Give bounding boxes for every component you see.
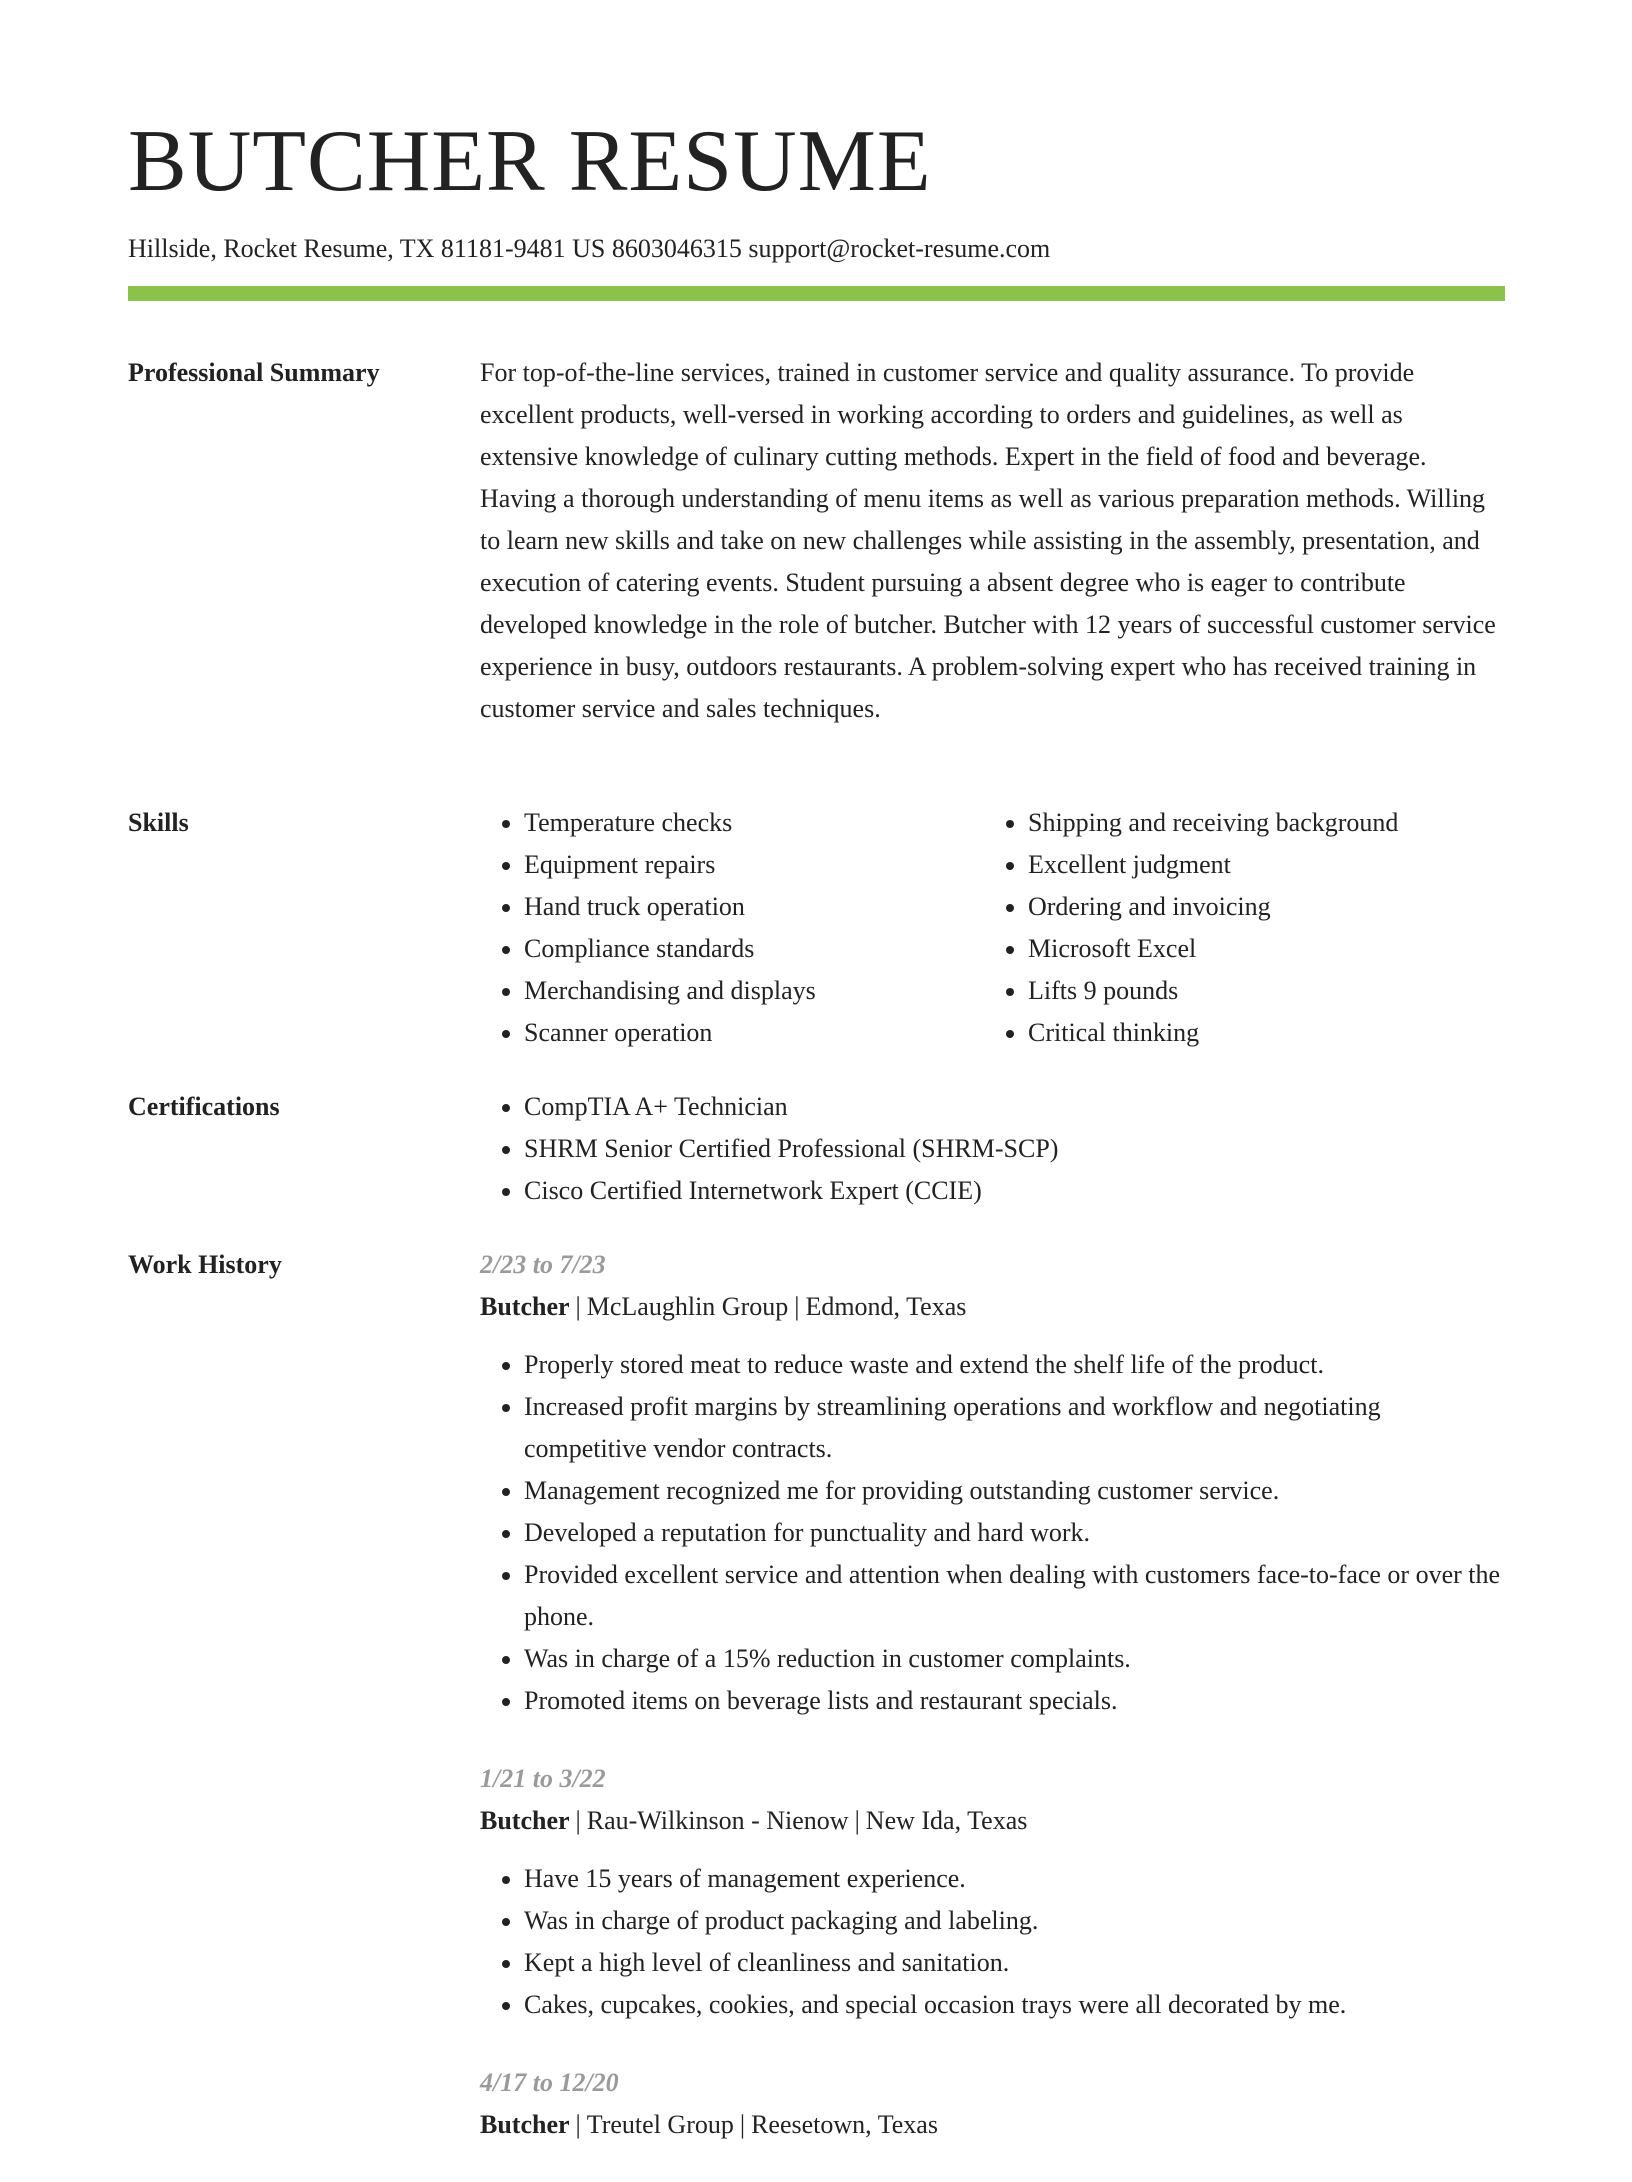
header-divider [128,286,1505,301]
list-item: • Was in charge of product packaging and labeling. [524,1900,1505,1942]
list-item: • Cisco Certified Internetwork Expert (CCIE) [524,1170,1505,1212]
list-item: • Properly stored meat to reduce waste and extend the shelf life of the product. [524,1344,1505,1386]
list-item: • Merchandising and displays [524,970,984,1012]
separator: | [739,2110,746,2139]
section-label: Certifications [128,1092,280,1121]
separator: | [854,1806,860,1835]
list-item: • CompTIA A+ Technician [524,1086,1505,1128]
list-item: • Ordering and invoicing [1028,886,1488,928]
job-entry [480,1244,1505,1722]
list-item: • Shipping and receiving background [1028,802,1488,844]
job-location: Reesetown, Texas [751,2110,938,2139]
job-bullets [480,1344,1505,1722]
list-item: • Critical thinking [1028,1012,1488,1054]
list-item: • Compliance standards [524,928,984,970]
job-title: Butcher [480,1806,570,1835]
list-item: • Increased profit margins by streamlining operations and workflow and negotiating competitive vendor contracts. [524,1386,1505,1470]
job-title: Butcher [480,2110,570,2139]
job-dates: 1/21 to 3/22 [480,1764,606,1793]
section-label: Work History [128,1250,282,1279]
separator: | [575,1292,581,1321]
job-company: Treutel Group [586,2110,734,2139]
section-label: Professional Summary [128,358,380,387]
job-dates: 4/17 to 12/20 [480,2068,619,2097]
job-location: New Ida, Texas [865,1806,1028,1835]
list-item: • Provided excellent service and attention when dealing with customers face-to-face or over the phone. [524,1554,1505,1638]
job-bullets [480,1858,1505,2026]
list-item: • Temperature checks [524,802,984,844]
separator: | [794,1292,800,1321]
resume-title: BUTCHER RESUME [128,113,932,210]
list-item: • Hand truck operation [524,886,984,928]
separator: | [575,2110,581,2139]
list-item: • Microsoft Excel [1028,928,1488,970]
job-entry [480,2062,1505,2146]
jobs-list [480,1244,1505,2182]
job-title: Butcher [480,1292,570,1321]
separator: | [575,1806,581,1835]
job-location: Edmond, Texas [805,1292,967,1321]
list-item: • Have 15 years of management experience. [524,1858,1505,1900]
list-item: • Developed a reputation for punctuality and hard work. [524,1512,1505,1554]
list-item: • SHRM Senior Certified Professional (SHRM-SCP) [524,1128,1505,1170]
list-item: • Excellent judgment [1028,844,1488,886]
job-company: Rau-Wilkinson - Nienow [586,1806,849,1835]
contact-line: Hillside, Rocket Resume, TX 81181-9481 US 8603046315 support@rocket-resume.com [128,234,1051,263]
job-title-line [480,2104,1505,2146]
list-item: • Promoted items on beverage lists and restaurant specials. [524,1680,1505,1722]
list-item: • Management recognized me for providing outstanding customer service. [524,1470,1505,1512]
list-item: • Kept a high level of cleanliness and sanitation. [524,1942,1505,1984]
job-title-line [480,1286,1505,1328]
list-item: • Cakes, cupcakes, cookies, and special occasion trays were all decorated by me. [524,1984,1505,2026]
skills-list-right [984,802,1488,1054]
job-dates: 2/23 to 7/23 [480,1250,606,1279]
list-item: • Scanner operation [524,1012,984,1054]
list-item: • Lifts 9 pounds [1028,970,1488,1012]
job-title-line [480,1800,1505,1842]
summary-text: For top-of-the-line services, trained in customer service and quality assurance. To provide excellent products, well-versed in working according to orders and guidelines, as well as extensive knowledge of culinary cutting methods. Expert in the field of food and beverage. Having a thorough understanding of menu items as well as various preparation methods. Willing to learn new skills and take on new challenges while assisting in the assembly, presentation, and execution of catering events. Student pursuing a absent degree who is eager to contribute developed knowledge in the role of butcher. Butcher with 12 years of successful customer service experience in busy, outdoors restaurants. A problem-solving expert who has received training in customer service and sales techniques. [480,358,1496,723]
list-item: • Equipment repairs [524,844,984,886]
job-entry [480,1758,1505,2026]
section-label: Skills [128,808,189,837]
list-item: • Was in charge of a 15% reduction in customer complaints. [524,1638,1505,1680]
skills-list-left [480,802,984,1054]
certifications-list [480,1086,1505,1212]
job-company: McLaughlin Group [586,1292,789,1321]
